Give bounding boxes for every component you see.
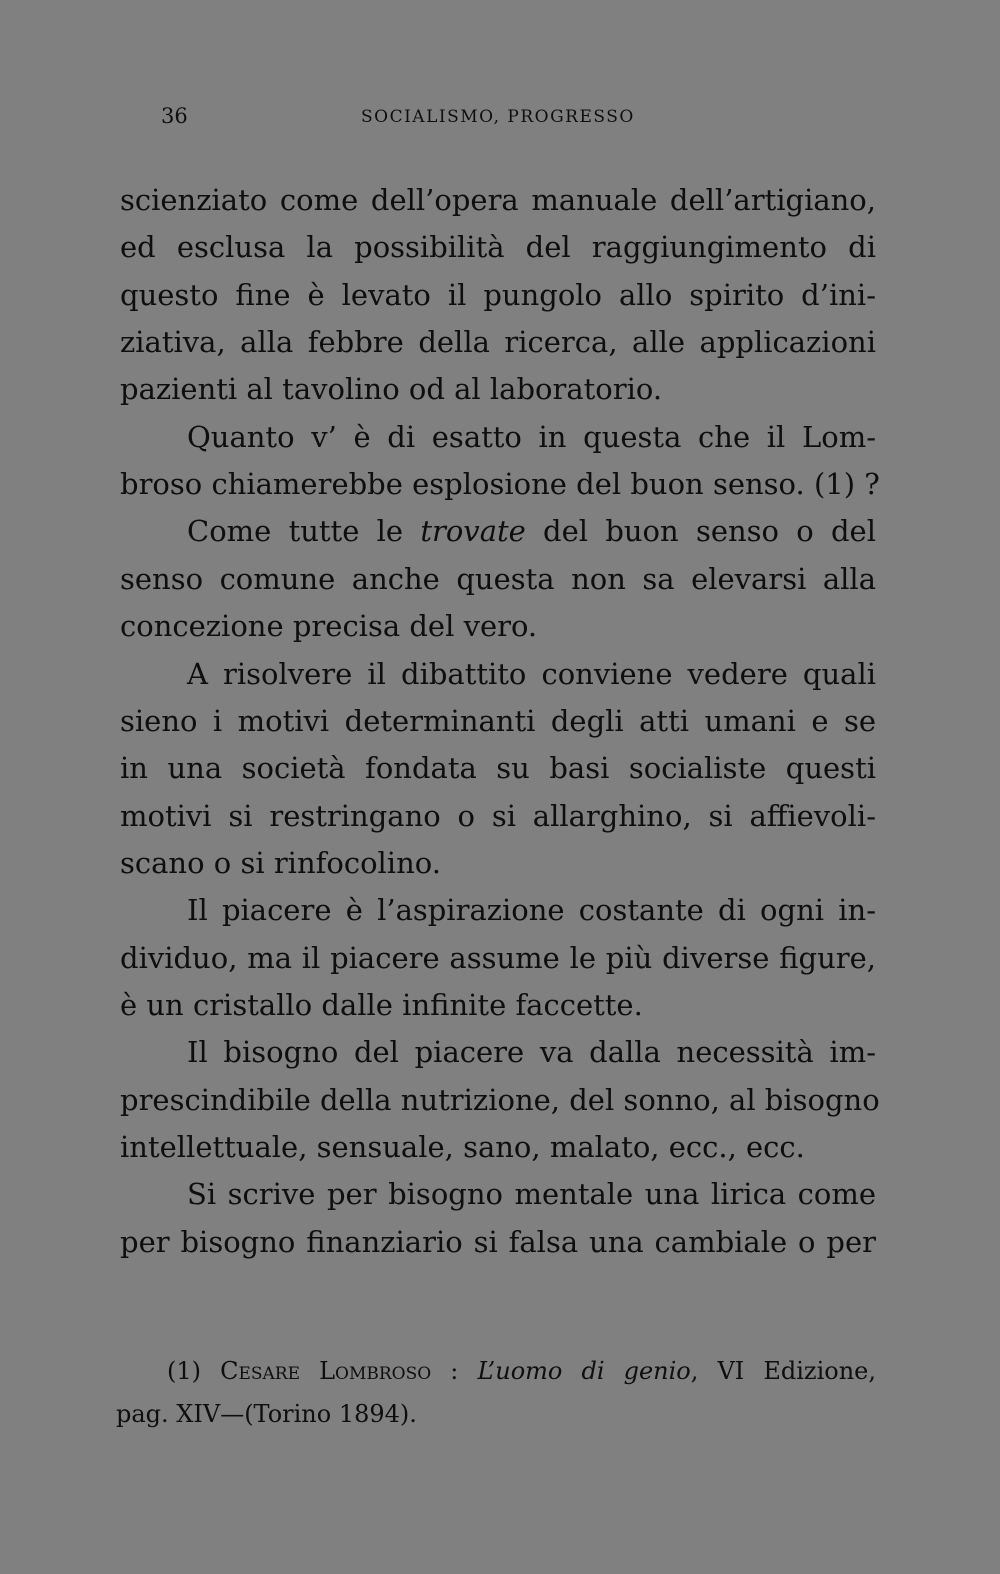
- footnote-work: L’uomo di genio: [477, 1357, 691, 1385]
- text-line: dividuo, ma il piacere assume le più diverse figure,: [120, 941, 876, 975]
- footnote-marker: (1): [167, 1357, 201, 1385]
- text-line: scano o si rinfocolino.: [120, 846, 441, 880]
- footnote-colon: :: [431, 1357, 459, 1385]
- text-line: Si scrive per bisogno mentale una lirica come: [187, 1177, 876, 1211]
- text-line: per bisogno finanziario si falsa una cambiale o per: [120, 1225, 876, 1259]
- text-line: ziativa, alla febbre della ricerca, alle applicazioni: [120, 325, 876, 359]
- text-line: intellettuale, sensuale, sano, malato, ecc., ecc.: [120, 1130, 805, 1164]
- text-line: broso chiamerebbe esplosione del buon senso. (1) ?: [120, 467, 880, 501]
- italic-word: trovate: [420, 514, 526, 548]
- text-line: prescindibile della nutrizione, del sonno, al bisogno: [120, 1083, 880, 1117]
- text-segment: del buon senso o del: [525, 514, 876, 548]
- text-line: ed esclusa la possibilità del raggiungimento di: [120, 230, 876, 264]
- footnote-edition: , VI Edizione,: [690, 1357, 876, 1385]
- text-line: A risolvere il dibattito conviene vedere quali: [187, 657, 876, 691]
- text-line: concezione precisa del vero.: [120, 609, 538, 643]
- footnote-author: Cesare Lombroso: [220, 1357, 432, 1385]
- text-line: Il piacere è l’aspirazione costante di ogni in-: [187, 893, 876, 927]
- text-line: Quanto v’ è di esatto in questa che il Lom-: [187, 420, 876, 454]
- text-line: motivi si restringano o si allarghino, si affievoli-: [120, 799, 876, 833]
- text-line: è un cristallo dalle infinite faccette.: [120, 988, 643, 1022]
- text-line: senso comune anche questa non sa elevarsi alla: [120, 562, 876, 596]
- page-header: [161, 104, 661, 134]
- page-number: 36: [161, 104, 188, 128]
- running-title: SOCIALISMO, PROGRESSO: [361, 107, 635, 127]
- text-segment: Come tutte le: [187, 514, 421, 548]
- text-line: pazienti al tavolino od al laboratorio.: [120, 372, 663, 406]
- text-line: questo fine è levato il pungolo allo spirito d’ini-: [120, 278, 876, 312]
- footnote-line: [167, 1355, 876, 1387]
- text-line: [187, 511, 876, 551]
- text-line: scienziato come dell’opera manuale dell’artigiano,: [120, 183, 876, 217]
- footnote-line: pag. XIV—(Torino 1894).: [116, 1400, 417, 1428]
- text-line: Il bisogno del piacere va dalla necessità im-: [187, 1035, 876, 1069]
- text-line: sieno i motivi determinanti degli atti umani e se: [120, 704, 876, 738]
- text-line: in una società fondata su basi socialiste questi: [120, 751, 876, 785]
